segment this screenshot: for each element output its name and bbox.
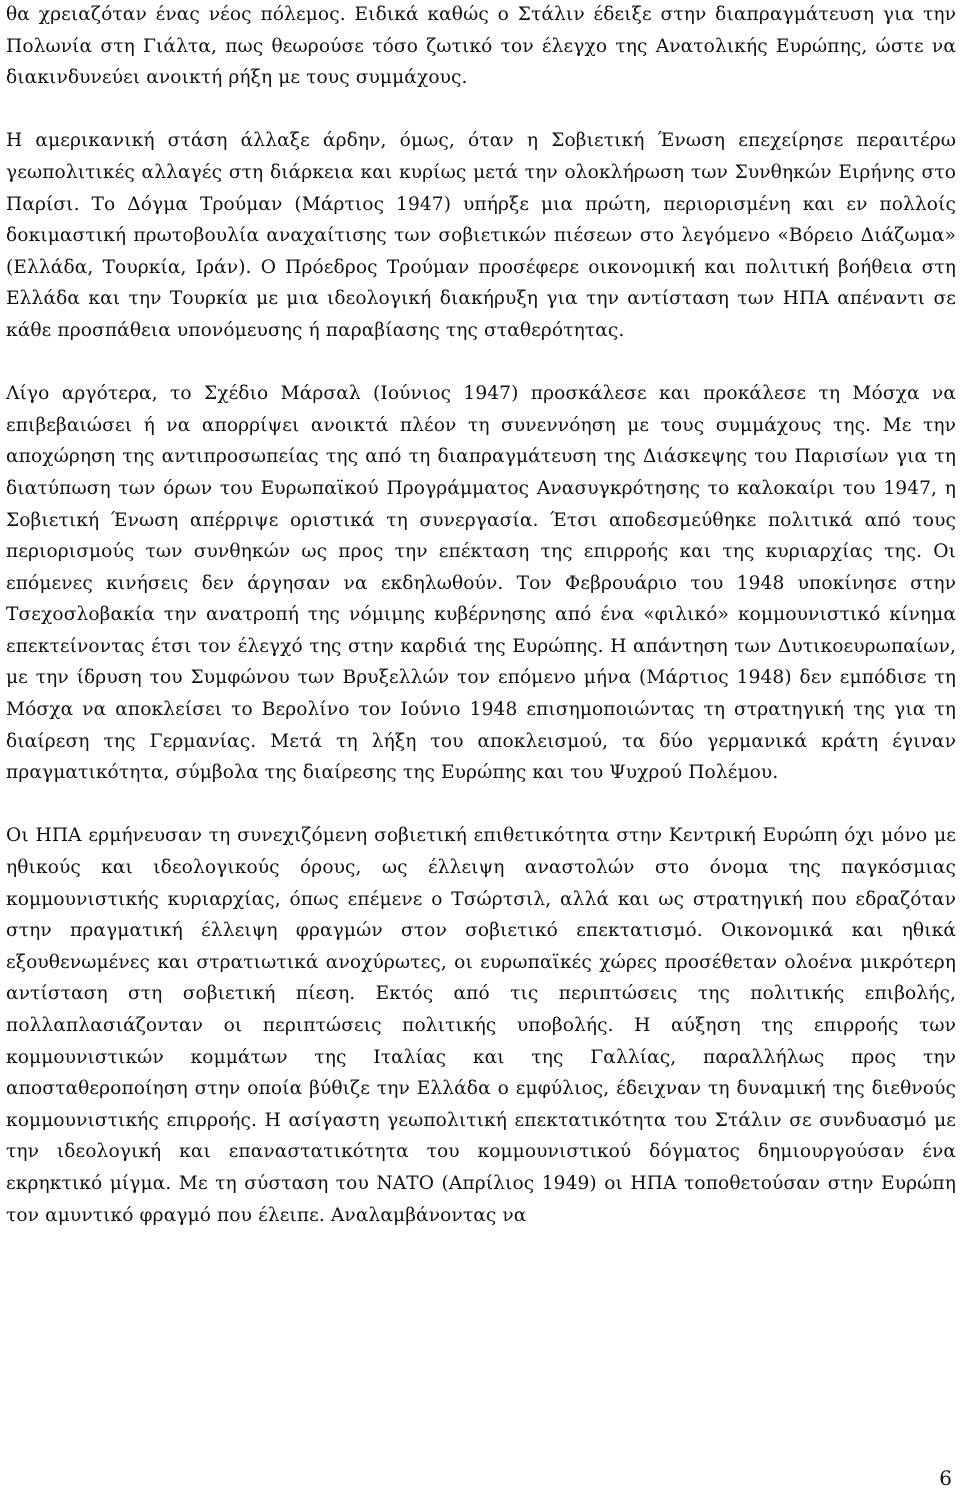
document-page: [6, 0, 956, 1263]
paragraph-4: Οι ΗΠΑ ερμήνευσαν τη συνεχιζόμενη σοβιετική επιθετικότητα στην Κεντρική Ευρώπη όχι μόνο με ηθικούς και ιδεολογικούς όρους, ως έλλειψη αναστολών στο όνομα της παγκόσμιας κομμουνιστικής κυριαρχίας, όπως επέμενε ο Τσώρτσιλ, αλλά και ως στρατηγική που εδραζόταν στην πραγματική έλλειψη φραγμών στον σοβιετικό επεκτατισμό. Οικονομικά και ηθικά εξουθενωμένες και στρατιωτικά ανοχύρωτες, οι ευρωπαϊκές χώρες προσέθεταν ολοένα μικρότερη αντίσταση στη σοβιετική πίεση. Εκτός από τις περιπτώσεις της πολιτικής επιβολής, πολλαπλασιάζονταν οι περιπτώσεις πολιτικής υποβολής. Η αύξηση της επιρροής των κομμουνιστικών κομμάτων της Ιταλίας και της Γαλλίας, παραλλήλως προς την αποσταθεροποίηση στην οποία βύθιζε την Ελλάδα ο εμφύλιος, έδειχναν τη δυναμική της διεθνούς κομμουνιστικής επιρροής. Η ασίγαστη γεωπολιτική επεκτατικότητα του Στάλιν σε συνδυασμό με την ιδεολογική και επαναστατικότητα του κομμουνιστικού δόγματος δημιουργούσαν ένα εκρηκτικό μίγμα. Με τη σύσταση του ΝΑΤΟ (Απρίλιος 1949) οι ΗΠΑ τοποθετούσαν στην Ευρώπη τον αμυντικό φραγμό που έλειπε. Αναλαμβάνοντας να: [6, 825, 956, 1226]
paragraph-2: Η αμερικανική στάση άλλαξε άρδην, όμως, όταν η Σοβιετική Ένωση επεχείρησε περαιτέρω γεωπολιτικές αλλαγές στη διάρκεια και κυρίως μετά την ολοκλήρωση των Συνθηκών Ειρήνης στο Παρίσι. Το Δόγμα Τρούμαν (Μάρτιος 1947) υπήρξε μια πρώτη, περιορισμένη και εν πολλοίς δοκιμαστική πρωτοβουλία αναχαίτισης των σοβιετικών πιέσεων στο λεγόμενο «Βόρειο Διάζωμα» (Ελλάδα, Τουρκία, Ιράν). Ο Πρόεδρος Τρούμαν προσέφερε οικονομική και πολιτική βοήθεια στη Ελλάδα και την Τουρκία με μια ιδεολογική διακήρυξη για την αντίσταση των ΗΠΑ απέναντι σε κάθε προσπάθεια υπονόμευσης ή παραβίασης της σταθερότητας.: [6, 130, 956, 341]
paragraph-3: Λίγο αργότερα, το Σχέδιο Μάρσαλ (Ιούνιος 1947) προσκάλεσε και προκάλεσε τη Μόσχα να επιβεβαιώσει ή να απορρίψει ανοικτά πλέον τη συνεννόηση με τους συμμάχους της. Με την αποχώρηση της αντιπροσωπείας της από τη διαπραγμάτευση της Διάσκεψης του Παρισίων για τη διατύπωση των όρων του Ευρωπαϊκού Προγράμματος Ανασυγκρότησης το καλοκαίρι του 1947, η Σοβιετική Ένωση απέρριψε οριστικά τη συνεργασία. Έτσι αποδεσμεύθηκε πολιτικά από τους περιορισμούς των συνθηκών ως προς την επέκταση της επιρροής και της κυριαρχίας της. Οι επόμενες κινήσεις δεν άργησαν να εκδηλωθούν. Τον Φεβρουάριο του 1948 υποκίνησε στην Τσεχοσλοβακία την ανατροπή της νόμιμης κυβέρνησης από ένα «φιλικό» κομμουνιστικό κίνημα επεκτείνοντας έτσι τον έλεγχό της στην καρδιά της Ευρώπης. Η απάντηση των Δυτικοευρωπαίων, με την ίδρυση του Συμφώνου των Βρυξελλών τον επόμενο μήνα (Μάρτιος 1948) δεν εμπόδισε τη Μόσχα να αποκλείσει το Βερολίνο τον Ιούνιο 1948 επισημοποιώντας τη στρατηγική της για τη διαίρεση της Γερμανίας. Μετά τη λήξη του αποκλεισμού, τα δύο γερμανικά κράτη έγιναν πραγματικότητα, σύμβολα της διαίρεσης της Ευρώπης και του Ψυχρού Πολέμου.: [6, 383, 956, 784]
paragraph-1: θα χρειαζόταν ένας νέος πόλεμος. Ειδικά καθώς ο Στάλιν έδειξε στην διαπραγμάτευση για την Πολωνία στη Γιάλτα, πως θεωρούσε τόσο ζωτικό τον έλεγχο της Ανατολικής Ευρώπης, ώστε να διακινδυνεύει ανοικτή ρήξη με τους συμμάχους.: [6, 4, 956, 89]
page-number: 6: [939, 1466, 952, 1490]
